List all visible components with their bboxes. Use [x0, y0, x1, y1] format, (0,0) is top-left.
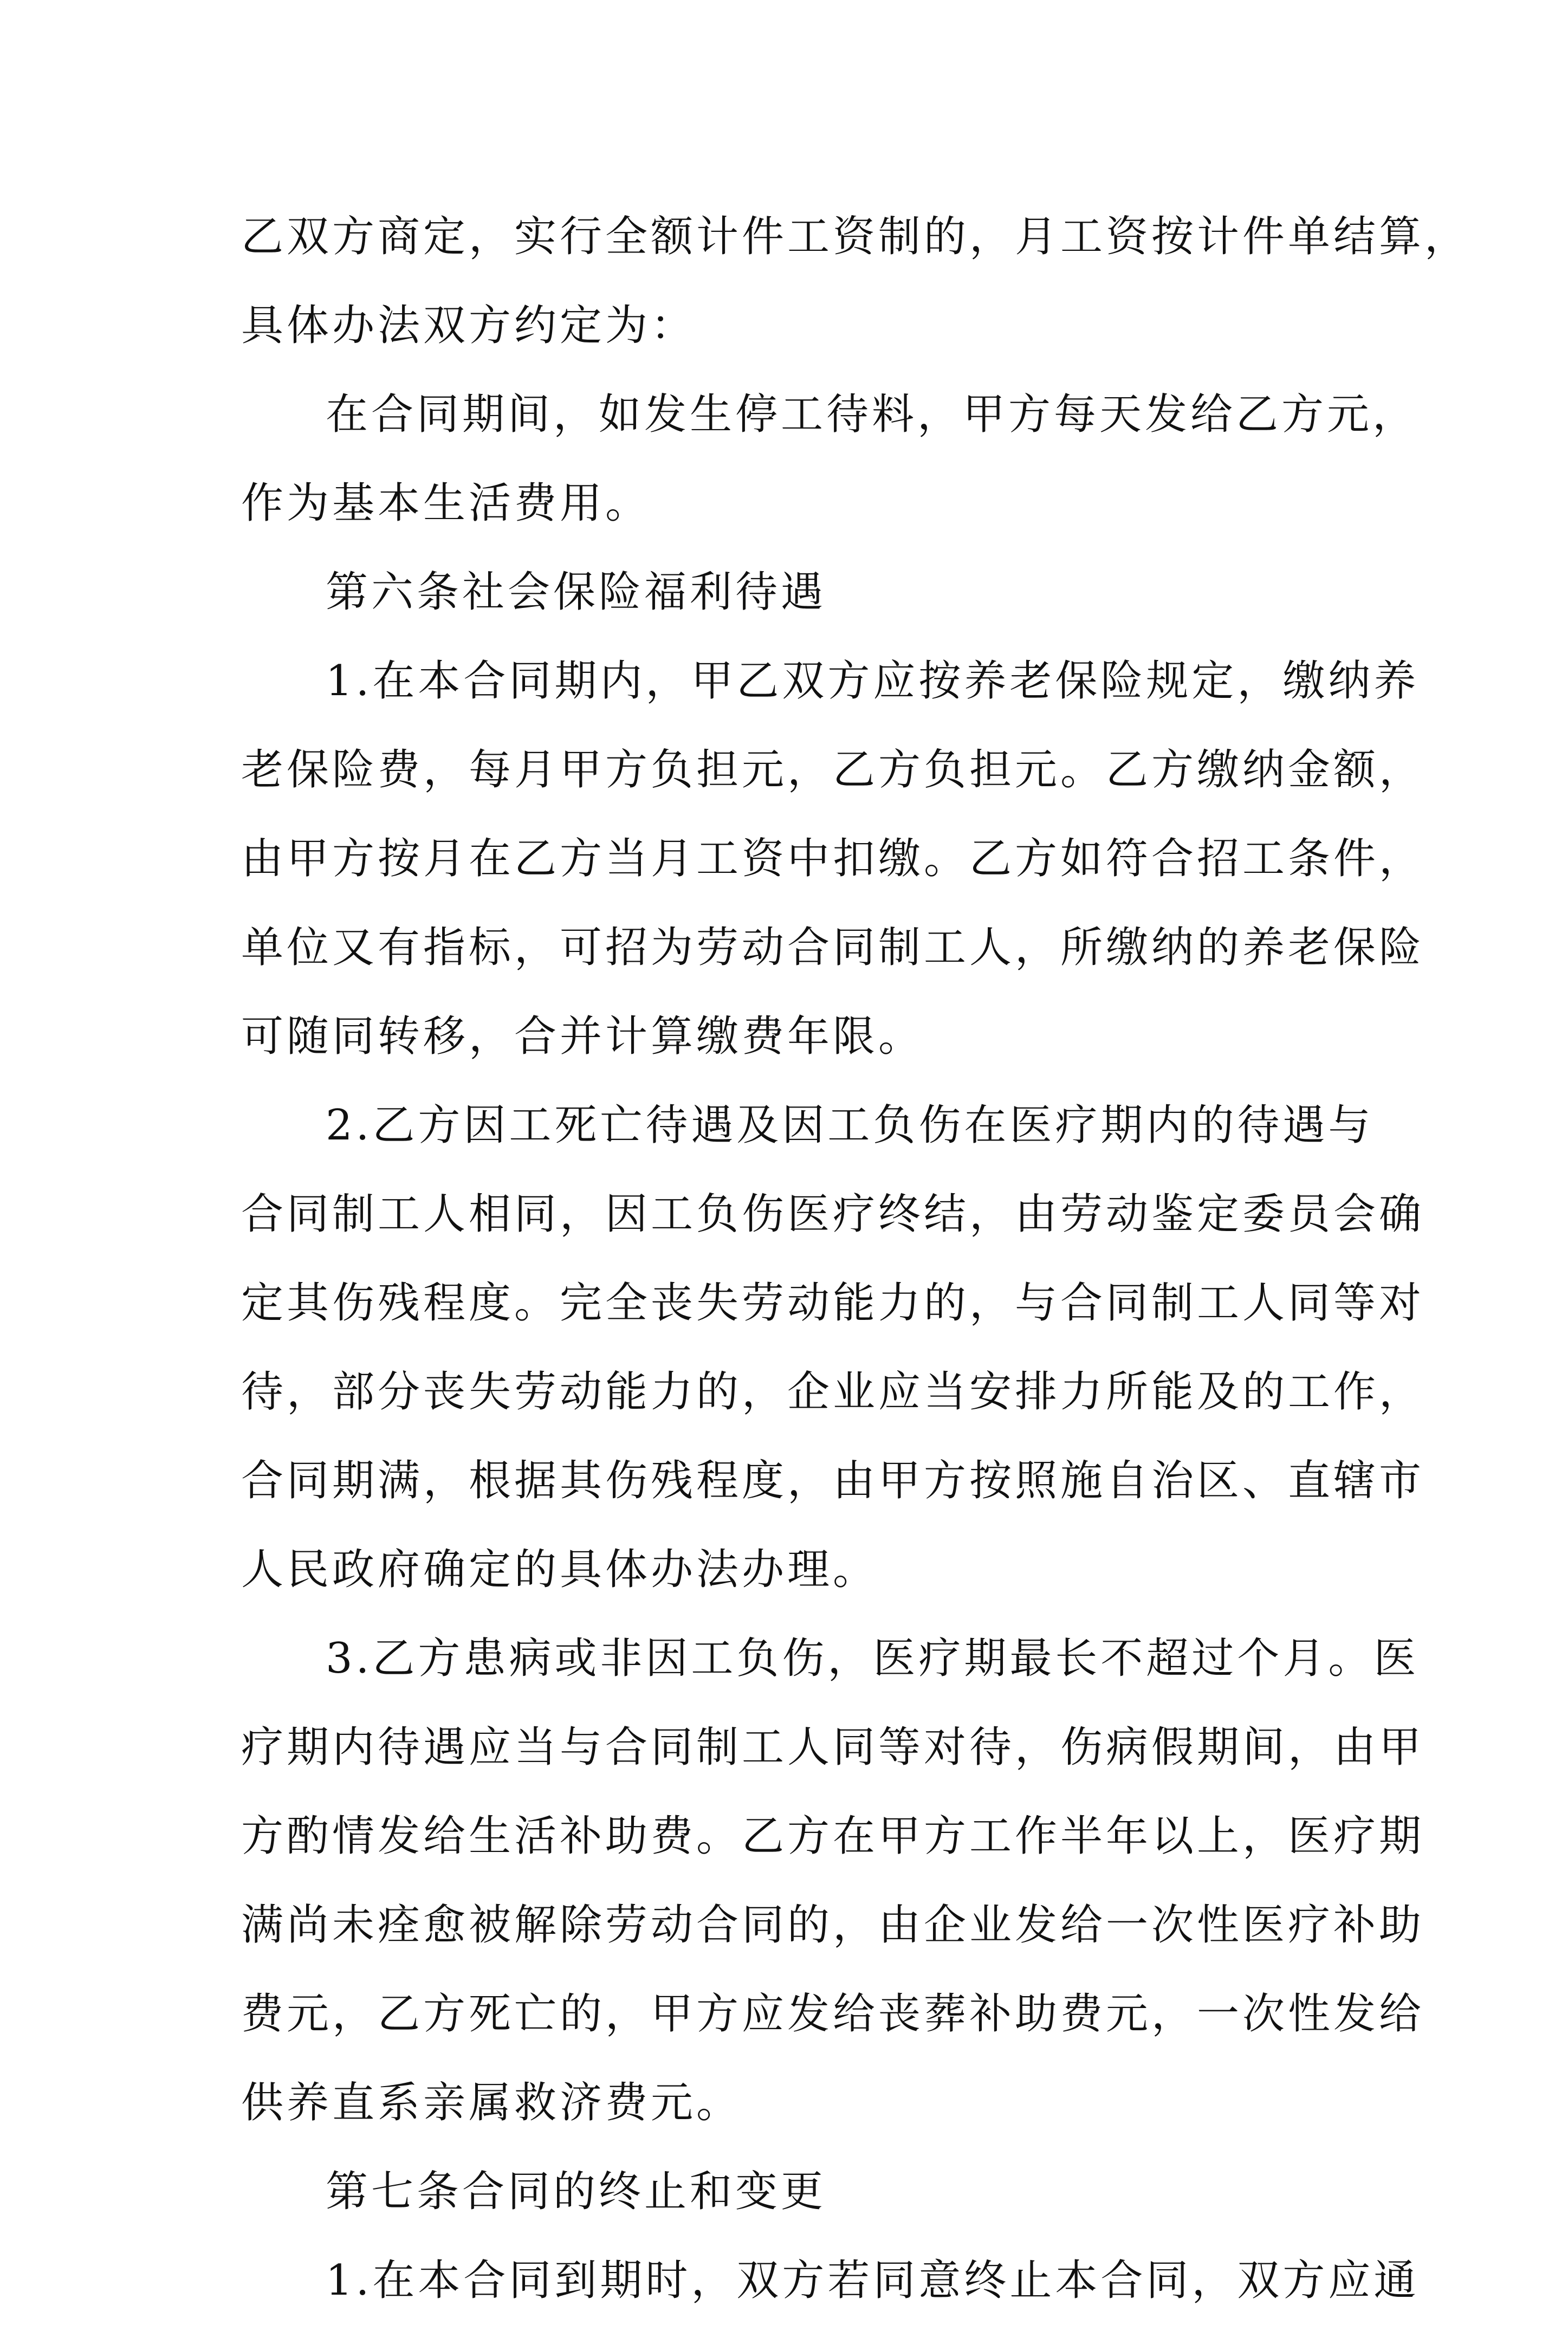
text-line: 合同制工人相同，因工负伤医疗终结，由劳动鉴定委员会确	[241, 1190, 1425, 1239]
text-line: 1.在本合同到期时，双方若同意终止本合同，双方应通	[326, 2256, 1420, 2305]
text-line: 费元，乙方死亡的，甲方应发给丧葬补助费元，一次性发给	[241, 1990, 1425, 2038]
text-line: 人民政府确定的具体办法办理。	[241, 1545, 879, 1594]
text-line: 单位又有指标，可招为劳动合同制工人，所缴纳的养老保险	[241, 923, 1425, 972]
text-line: 老保险费，每月甲方负担元，乙方负担元。乙方缴纳金额，	[241, 746, 1425, 794]
text-line: 由甲方按月在乙方当月工资中扣缴。乙方如符合招工条件，	[241, 834, 1425, 883]
text-line: 3.乙方患病或非因工负伤，医疗期最长不超过个月。医	[326, 1634, 1420, 1683]
section-heading: 第六条社会保险福利待遇	[326, 568, 827, 617]
text-line: 定其伤残程度。完全丧失劳动能力的，与合同制工人同等对	[241, 1279, 1425, 1327]
text-line: 方酌情发给生活补助费。乙方在甲方工作半年以上，医疗期	[241, 1812, 1425, 1861]
text-line: 具体办法双方约定为：	[241, 301, 697, 350]
section-heading: 第七条合同的终止和变更	[326, 2167, 827, 2216]
document-body	[241, 192, 1470, 2325]
text-line: 合同期满，根据其伤残程度，由甲方按照施自治区、直辖市	[241, 1456, 1425, 1505]
text-line: 乙双方商定，实行全额计件工资制的，月工资按计件单结算，	[241, 212, 1470, 261]
text-line: 在合同期间，如发生停工待料，甲方每天发给乙方元，	[326, 390, 1418, 439]
text-line: 供养直系亲属救济费元。	[241, 2078, 742, 2127]
text-line: 待，部分丧失劳动能力的，企业应当安排力所能及的工作，	[241, 1368, 1425, 1416]
text-line: 1.在本合同期内，甲乙双方应按养老保险规定，缴纳养	[326, 657, 1420, 705]
text-line: 作为基本生活费用。	[241, 479, 651, 528]
text-line: 可随同转移，合并计算缴费年限。	[241, 1012, 924, 1061]
text-line: 满尚未痊愈被解除劳动合同的，由企业发给一次性医疗补助	[241, 1901, 1425, 1950]
text-line: 疗期内待遇应当与合同制工人同等对待，伤病假期间，由甲	[241, 1723, 1425, 1772]
text-line: 2.乙方因工死亡待遇及因工负伤在医疗期内的待遇与	[326, 1101, 1374, 1150]
